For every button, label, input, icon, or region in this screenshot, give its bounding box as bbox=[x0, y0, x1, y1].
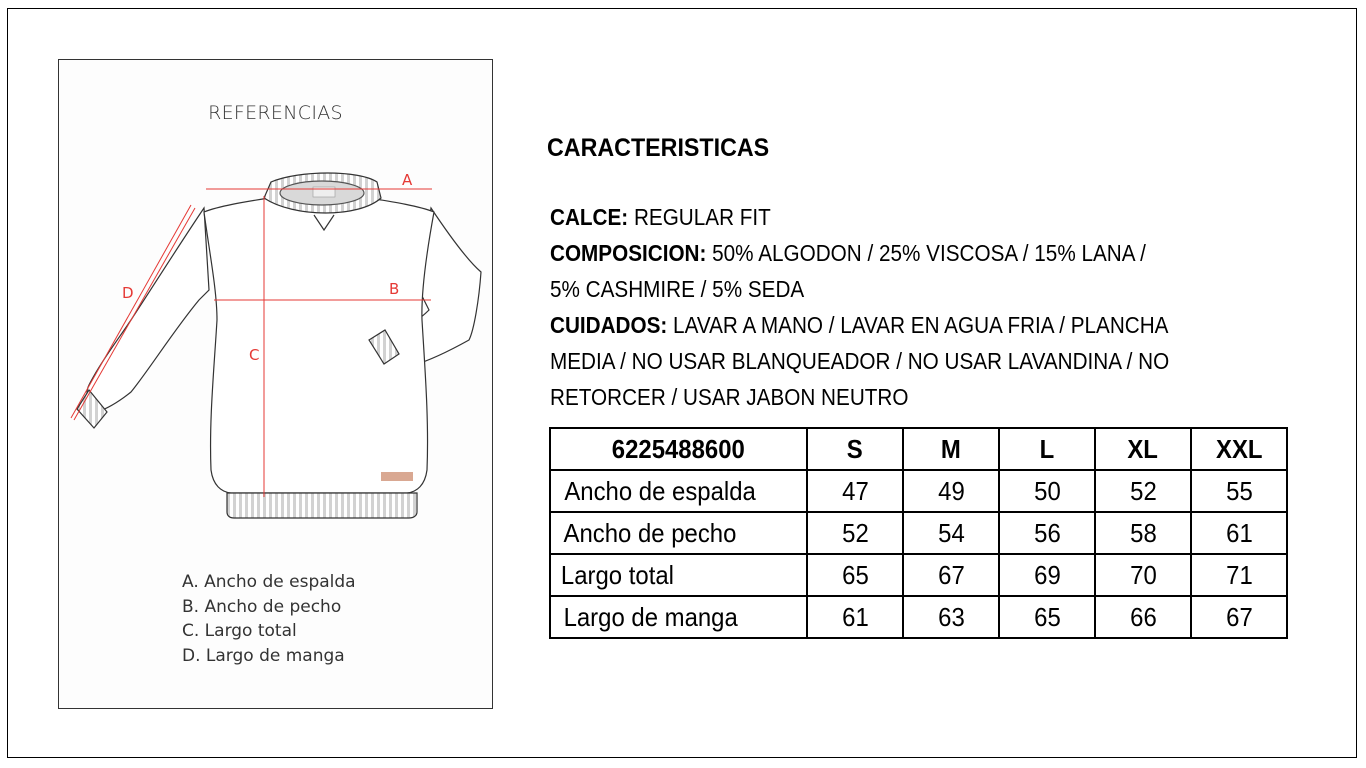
legend-item-b: B. Ancho de pecho bbox=[182, 596, 342, 617]
references-legend bbox=[182, 570, 356, 668]
row-label: Largo de manga bbox=[550, 596, 807, 638]
cell-value: 65 bbox=[807, 554, 903, 596]
marker-d: D bbox=[122, 284, 134, 302]
header-size-l: L bbox=[999, 428, 1095, 470]
cell-value: 67 bbox=[903, 554, 999, 596]
cell-value: 52 bbox=[1095, 470, 1191, 512]
cell-value: 61 bbox=[1191, 512, 1287, 554]
size-table bbox=[549, 427, 1288, 639]
spec-cuidados: CUIDADOS: LAVAR A MANO / LAVAR EN AGUA FRIA / PLANCHA bbox=[550, 312, 1169, 338]
spec-cuidados-cont-2: RETORCER / USAR JABON NEUTRO bbox=[550, 384, 909, 410]
table-row bbox=[550, 554, 1287, 596]
spec-cuidados-cont-1: MEDIA / NO USAR BLANQUEADOR / NO USAR LAVANDINA / NO bbox=[550, 348, 1170, 374]
cell-value: 67 bbox=[1191, 596, 1287, 638]
cell-value: 55 bbox=[1191, 470, 1287, 512]
header-size-xl: XL bbox=[1095, 428, 1191, 470]
cell-value: 49 bbox=[903, 470, 999, 512]
cell-value: 65 bbox=[999, 596, 1095, 638]
header-size-m: M bbox=[903, 428, 999, 470]
characteristics-specs bbox=[550, 199, 1290, 415]
spec-composicion: COMPOSICION: 50% ALGODON / 25% VISCOSA / 15% LANA / bbox=[550, 240, 1146, 266]
cell-value: 63 bbox=[903, 596, 999, 638]
marker-a: A bbox=[402, 171, 413, 189]
brand-tag-icon bbox=[381, 472, 413, 481]
spec-calce: CALCE: REGULAR FIT bbox=[550, 204, 771, 230]
row-label: Ancho de espalda bbox=[550, 470, 807, 512]
header-size-s: S bbox=[807, 428, 903, 470]
marker-b: B bbox=[389, 280, 400, 298]
cell-value: 52 bbox=[807, 512, 903, 554]
cell-value: 54 bbox=[903, 512, 999, 554]
references-panel bbox=[58, 59, 493, 709]
cell-value: 61 bbox=[807, 596, 903, 638]
cell-value: 70 bbox=[1095, 554, 1191, 596]
cell-value: 56 bbox=[999, 512, 1095, 554]
legend-item-a: A. Ancho de espalda bbox=[182, 572, 356, 592]
sweater-outline bbox=[77, 173, 481, 518]
characteristics-title: CARACTERISTICAS bbox=[547, 134, 770, 162]
row-label: Ancho de pecho bbox=[550, 512, 807, 554]
marker-c: C bbox=[249, 346, 260, 364]
cell-value: 71 bbox=[1191, 554, 1287, 596]
legend-item-c: C. Largo total bbox=[182, 621, 297, 641]
table-row bbox=[550, 470, 1287, 512]
table-header-row bbox=[550, 428, 1287, 470]
header-size-xxl: XXL bbox=[1191, 428, 1287, 470]
table-row bbox=[550, 596, 1287, 638]
header-product-code: 6225488600 bbox=[550, 428, 807, 470]
cell-value: 69 bbox=[999, 554, 1095, 596]
row-label: Largo total bbox=[550, 554, 807, 596]
cell-value: 47 bbox=[807, 470, 903, 512]
cell-value: 66 bbox=[1095, 596, 1191, 638]
cell-value: 50 bbox=[999, 470, 1095, 512]
cell-value: 58 bbox=[1095, 512, 1191, 554]
references-title: REFERENCIAS bbox=[208, 102, 343, 124]
legend-item-d: D. Largo de manga bbox=[182, 645, 345, 666]
table-row bbox=[550, 512, 1287, 554]
spec-composicion-cont: 5% CASHMIRE / 5% SEDA bbox=[550, 276, 805, 302]
